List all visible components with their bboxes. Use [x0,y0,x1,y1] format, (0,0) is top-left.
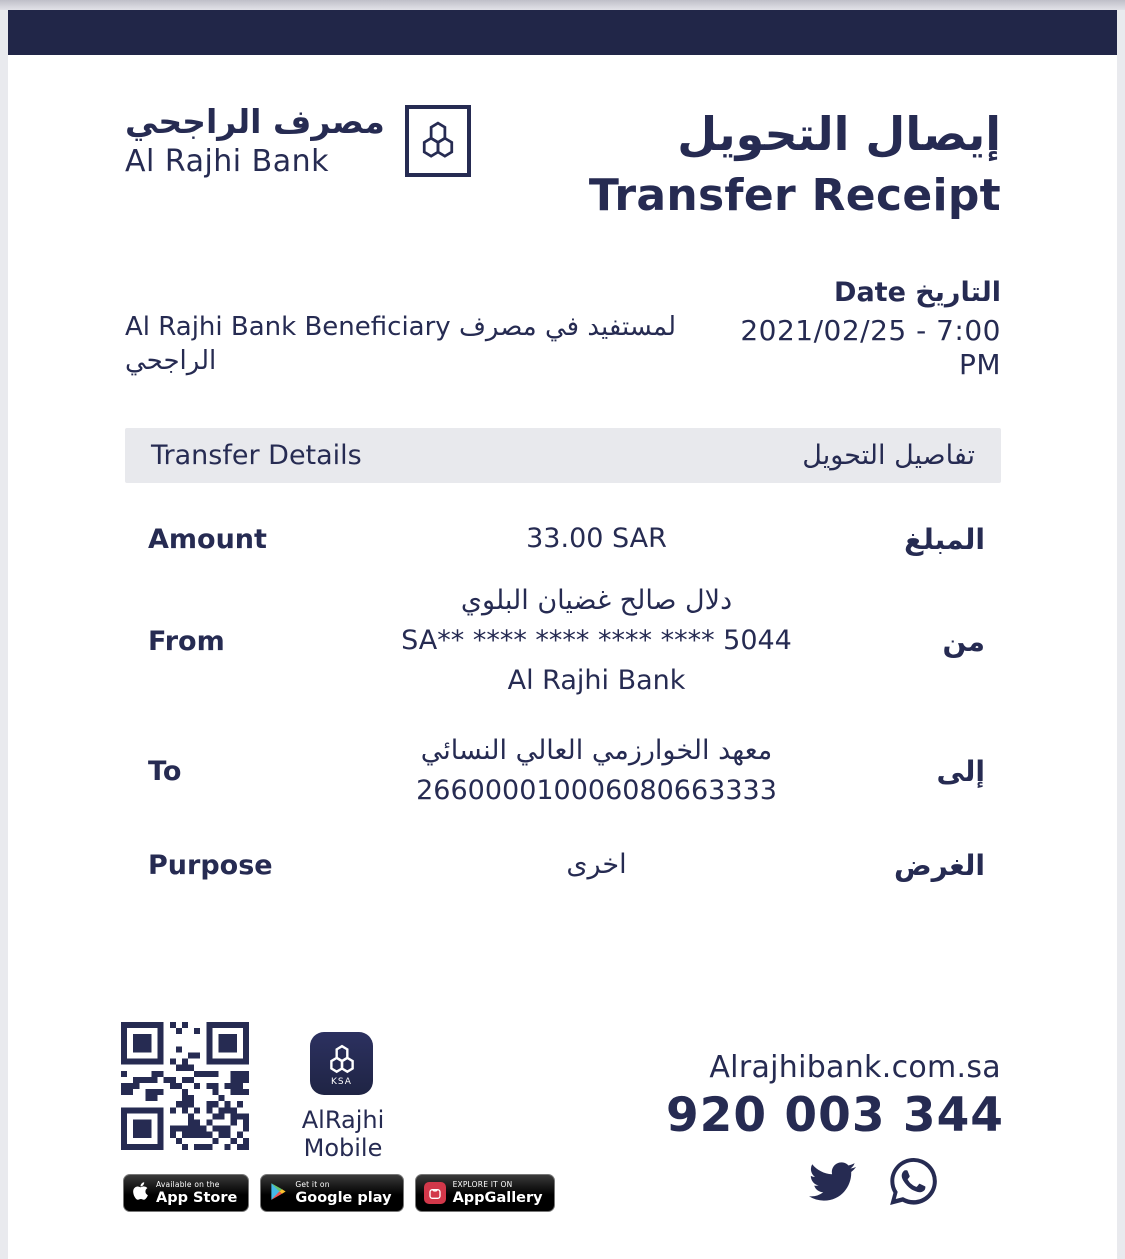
google-play-icon [269,1181,288,1206]
row-label-en: Purpose [148,849,273,881]
row-label-ar: إلى [936,754,985,788]
row-label-en: To [148,755,182,787]
row-value-line: SA** **** **** **** **** 5044 [401,625,792,656]
row-value-line: دلال صالح غضيان البلوي [460,585,733,616]
details-rows [125,519,1001,885]
date-label-english: Date [834,277,906,308]
bank-emblem-icon [405,105,471,177]
transfer-details-header [125,428,1001,483]
whatsapp-icon[interactable] [890,1158,937,1205]
beneficiary-note-english: Al Rajhi Bank Beneficiary [125,312,451,342]
row-label-ar: الغرض [894,848,985,882]
receipt-page [8,10,1117,1259]
app-store-badges [123,1174,555,1212]
beneficiary-note [125,310,717,378]
app-icon-caption: KSA [331,1076,352,1087]
date-label-arabic: التاريخ [915,277,1001,308]
badge-big-text: App Store [156,1189,238,1206]
row-label-ar: من [942,624,985,658]
badge-small-text: EXPLORE IT ON [452,1180,513,1189]
row-value [318,519,875,559]
beneficiary-note-arabic: لمستفيد في مصرف الراجحي [125,312,676,376]
twitter-icon[interactable] [809,1158,856,1205]
row-value-line: اخرى [566,849,627,880]
qr-code [121,1022,249,1150]
bank-name-english: Al Rajhi Bank [125,144,330,179]
apple-icon [132,1181,149,1205]
page-title [589,101,1001,221]
appgallery-badge[interactable] [415,1174,555,1212]
page-title-arabic: إيصال التحويل [677,107,1001,161]
transfer-details-header-arabic: تفاصيل التحويل [802,440,975,471]
app-name-label: AlRajhi Mobile [301,1106,385,1162]
top-bar [8,10,1117,55]
badge-small-text: Get it on [295,1180,330,1189]
date-label [717,277,1001,309]
window-top-edge [0,0,1125,10]
row-value-line: 266000010006080663333 [416,775,777,806]
row-value-line: 33.00 SAR [526,523,667,554]
badge-small-text: Available on the [156,1180,220,1189]
row-value-line: معهد الخوارزمي العالي النسائي [420,735,773,766]
row-label-ar: المبلغ [904,522,985,556]
row-value [318,731,875,811]
receipt-header [125,101,1001,221]
table-row [148,845,985,885]
table-row [148,731,985,811]
table-row [148,519,985,559]
row-value [318,581,875,701]
row-label-en: From [148,625,225,657]
google-play-badge[interactable] [260,1174,403,1212]
bank-phone-number: 920 003 344 [665,1088,1004,1143]
date-value: 2021/02/25 - 7:00 PM [740,314,1001,381]
badge-big-text: AppGallery [452,1189,543,1206]
appgallery-icon [424,1182,446,1204]
row-label-en: Amount [148,523,267,555]
app-store-badge[interactable] [123,1174,249,1212]
alrajhi-mobile-app-icon [310,1032,373,1095]
bank-logo [125,101,471,181]
row-value [318,845,875,885]
bank-website: Alrajhibank.com.sa [709,1050,1001,1085]
bank-name-arabic: مصرف الراجحي [125,102,385,141]
page-title-english: Transfer Receipt [588,170,1001,221]
table-row [148,581,985,701]
transfer-details-header-english: Transfer Details [151,440,362,471]
row-value-line: Al Rajhi Bank [507,665,686,696]
badge-big-text: Google play [295,1189,392,1206]
date-section [125,277,1001,382]
